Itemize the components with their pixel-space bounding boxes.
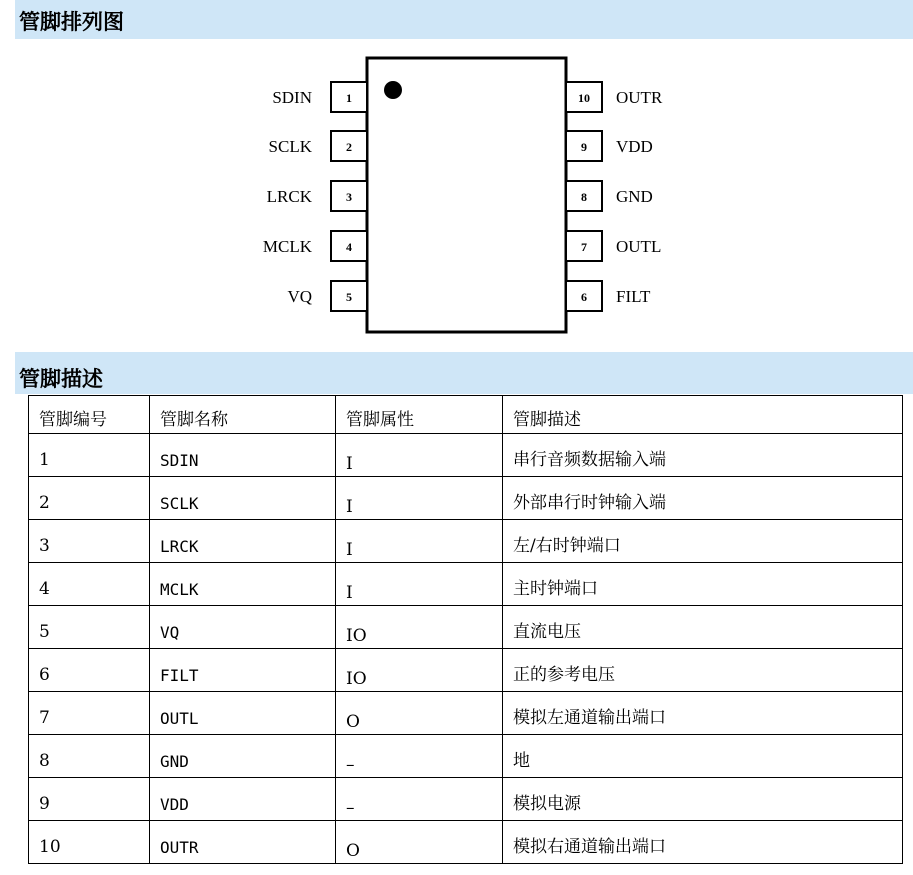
pin-description-table — [28, 395, 903, 864]
cell-pin-name: VDD — [150, 778, 336, 821]
cell-pin-attribute: I — [336, 563, 503, 606]
cell-pin-description: 地 — [503, 735, 903, 778]
pin-name-label: OUTL — [616, 237, 662, 256]
pin-number-label: 1 — [346, 91, 352, 105]
table-row — [29, 606, 903, 649]
cell-pin-number: 9 — [29, 778, 150, 821]
cell-pin-description: 左/右时钟端口 — [503, 520, 903, 563]
cell-pin-attribute: – — [336, 735, 503, 778]
cell-pin-name: SCLK — [150, 477, 336, 520]
table-row — [29, 821, 903, 864]
pin-number-label: 9 — [581, 140, 587, 154]
table-row — [29, 563, 903, 606]
cell-pin-number: 6 — [29, 649, 150, 692]
header-pin-number: 管脚编号 — [29, 396, 150, 434]
cell-pin-attribute: IO — [336, 606, 503, 649]
pin-number-label: 2 — [346, 140, 352, 154]
cell-pin-attribute: I — [336, 434, 503, 477]
pin-number-label: 4 — [346, 240, 352, 254]
cell-pin-name: OUTR — [150, 821, 336, 864]
table-row — [29, 649, 903, 692]
pin-number-label: 6 — [581, 290, 587, 304]
cell-pin-description: 模拟右通道输出端口 — [503, 821, 903, 864]
header-pin-attribute: 管脚属性 — [336, 396, 503, 434]
cell-pin-attribute: – — [336, 778, 503, 821]
table-row — [29, 778, 903, 821]
pin-name-label: SDIN — [272, 88, 312, 107]
header-pin-name: 管脚名称 — [150, 396, 336, 434]
cell-pin-name: LRCK — [150, 520, 336, 563]
cell-pin-number: 5 — [29, 606, 150, 649]
header-pin-description: 管脚描述 — [503, 396, 903, 434]
pin-name-label: MCLK — [262, 237, 312, 256]
pin-name-label: VQ — [287, 287, 312, 306]
section-header-description — [15, 352, 913, 394]
pin-name-label: VDD — [616, 137, 653, 156]
chip-body — [367, 58, 566, 332]
pin-name-label: OUTR — [616, 88, 663, 107]
cell-pin-number: 10 — [29, 821, 150, 864]
pin-number-label: 7 — [581, 240, 587, 254]
table-row — [29, 477, 903, 520]
table-row — [29, 434, 903, 477]
pin-number-label: 5 — [346, 290, 352, 304]
cell-pin-name: FILT — [150, 649, 336, 692]
cell-pin-name: SDIN — [150, 434, 336, 477]
table-row — [29, 520, 903, 563]
table-row — [29, 692, 903, 735]
cell-pin-description: 外部串行时钟输入端 — [503, 477, 903, 520]
cell-pin-name: GND — [150, 735, 336, 778]
pin-number-label: 10 — [578, 91, 590, 105]
table-row — [29, 735, 903, 778]
cell-pin-number: 1 — [29, 434, 150, 477]
pin-name-label: LRCK — [266, 187, 312, 206]
pin1-indicator-dot — [384, 81, 402, 99]
cell-pin-number: 2 — [29, 477, 150, 520]
pin-number-label: 8 — [581, 190, 587, 204]
cell-pin-number: 7 — [29, 692, 150, 735]
cell-pin-attribute: O — [336, 821, 503, 864]
cell-pin-attribute: O — [336, 692, 503, 735]
cell-pin-description: 串行音频数据输入端 — [503, 434, 903, 477]
cell-pin-description: 模拟电源 — [503, 778, 903, 821]
cell-pin-attribute: IO — [336, 649, 503, 692]
pinout-diagram — [0, 0, 913, 350]
cell-pin-attribute: I — [336, 477, 503, 520]
section-title-pinout: 管脚排列图 — [19, 10, 124, 34]
cell-pin-name: VQ — [150, 606, 336, 649]
cell-pin-description: 直流电压 — [503, 606, 903, 649]
pin-name-label: FILT — [616, 287, 651, 306]
cell-pin-description: 模拟左通道输出端口 — [503, 692, 903, 735]
pin-number-label: 3 — [346, 190, 352, 204]
cell-pin-name: OUTL — [150, 692, 336, 735]
cell-pin-number: 4 — [29, 563, 150, 606]
table-header-row — [29, 396, 903, 434]
cell-pin-number: 3 — [29, 520, 150, 563]
pin-name-label: GND — [616, 187, 653, 206]
cell-pin-number: 8 — [29, 735, 150, 778]
section-title-description: 管脚描述 — [19, 367, 103, 391]
cell-pin-description: 正的参考电压 — [503, 649, 903, 692]
cell-pin-name: MCLK — [150, 563, 336, 606]
pin-name-label: SCLK — [268, 137, 312, 156]
cell-pin-attribute: I — [336, 520, 503, 563]
cell-pin-description: 主时钟端口 — [503, 563, 903, 606]
